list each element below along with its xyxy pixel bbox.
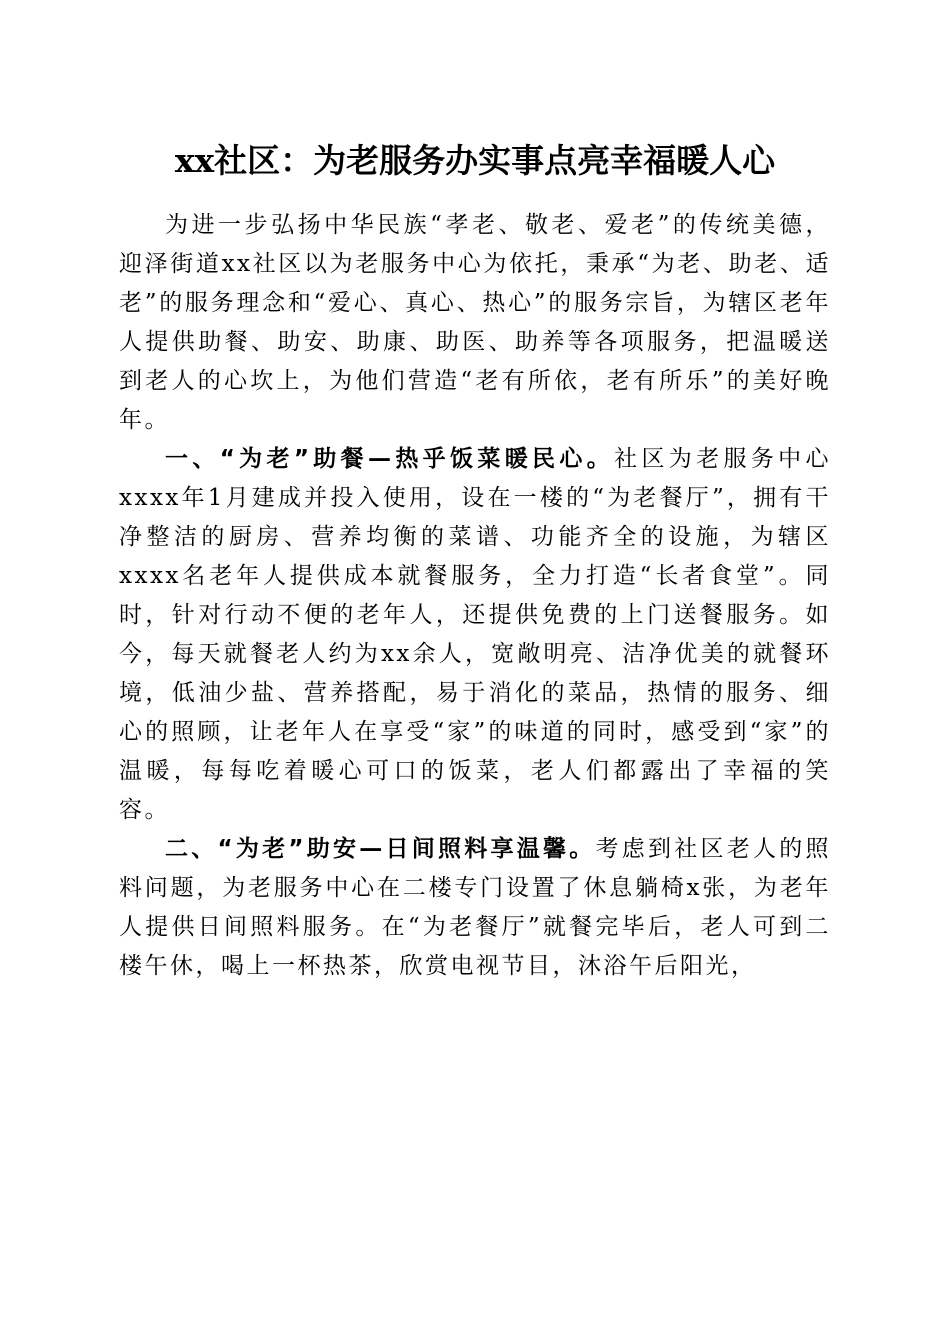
section-1-paragraph	[119, 440, 831, 830]
intro-paragraph	[119, 206, 831, 440]
section-1-text: 社区为老服务中心xxxx年1月建成并投入使用，设在一楼的“为老餐厅”，拥有干净整洁的厨房、营养均衡的菜谱、功能齐全的设施，为辖区xxxx名老年人提供成本就餐服务，全力打造“长者食堂”。同时，针对行动不便的老年人，还提供免费的上门送餐服务。如今，每天就餐老人约为xx余人，宽敞明亮、洁净优美的就餐环境，低油少盐、营养搭配，易于消化的菜品，热情的服务、细心的照顾，让老年人在享受“家”的味道的同时，感受到“家”的温暖，每每吃着暖心可口的饭菜，老人们都露出了幸福的笑容。	[119, 446, 832, 823]
document-body	[119, 206, 831, 986]
intro-paragraph-text: 为进一步弘扬中华民族“孝老、敬老、爱老”的传统美德，迎泽街道xx社区以为老服务中心为依托，秉承“为老、助老、适老”的服务理念和“爱心、真心、热心”的服务宗旨，为辖区老年人提供助餐、助安、助康、助医、助养等各项服务，把温暖送到老人的心坎上，为他们营造“老有所依，老有所乐”的美好晚年。	[119, 212, 831, 433]
section-2-heading: 二、“为老”助安—日间照料享温馨。	[165, 836, 596, 862]
section-1-heading: 一、“为老”助餐—热乎饭菜暖民心。	[165, 446, 615, 472]
section-2-paragraph	[119, 830, 831, 986]
document-title: xx社区：为老服务办实事点亮幸福暖人心	[174, 141, 776, 180]
section-2-text: 考虑到社区老人的照料问题，为老服务中心在二楼专门设置了休息躺椅x张，为老年人提供日间照料服务。在“为老餐厅”就餐完毕后，老人可到二楼午休，喝上一杯热茶，欣赏电视节目，沐浴午后阳光，	[119, 836, 832, 979]
